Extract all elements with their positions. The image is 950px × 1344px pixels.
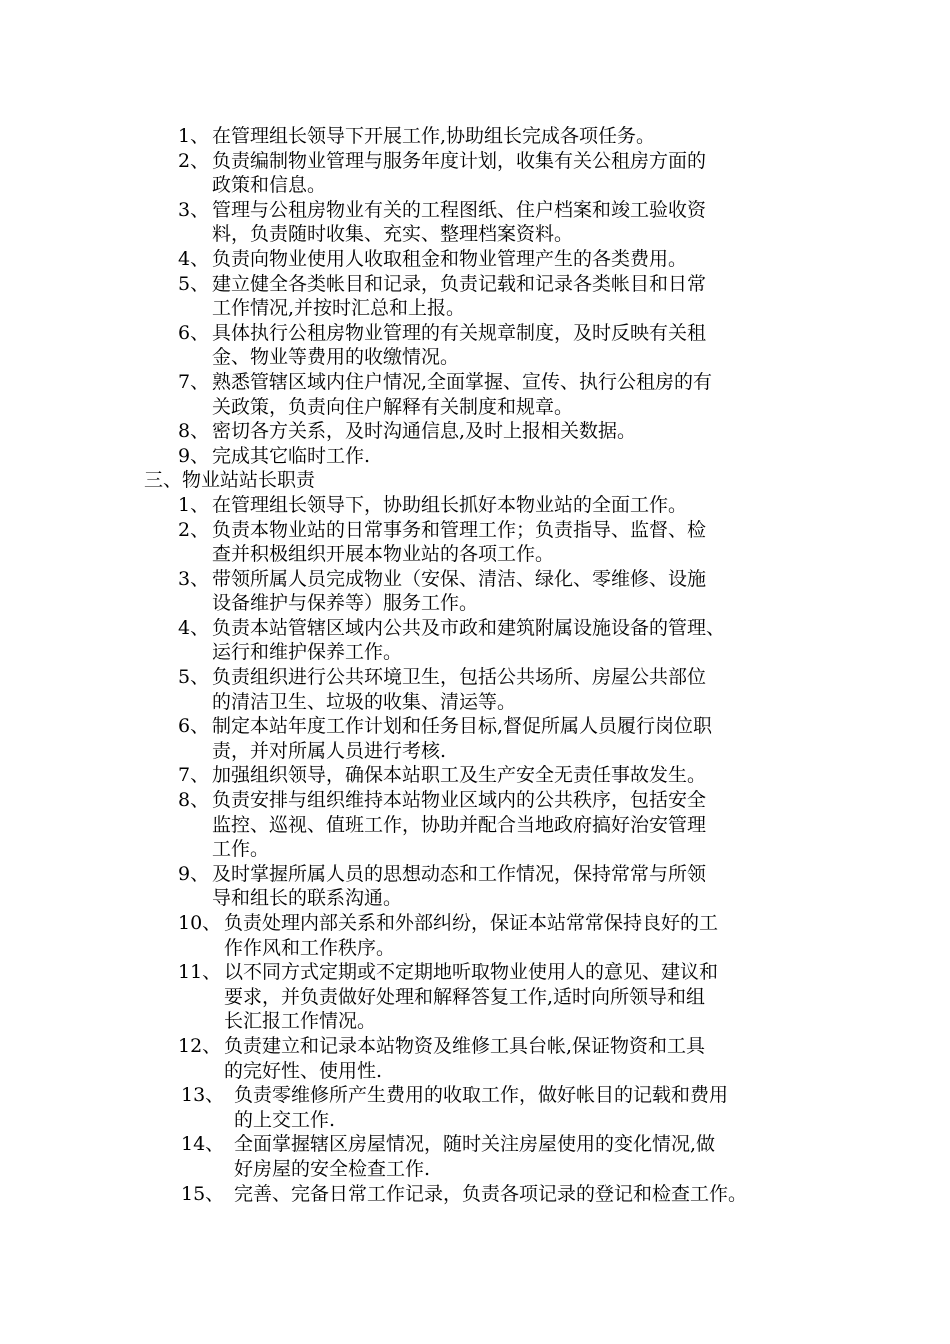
- list-item-line: 管理与公租房物业有关的工程图纸、住户档案和竣工验收资: [212, 198, 707, 221]
- list-item-text: [0, 247, 950, 272]
- list-item-number: 10、: [178, 912, 222, 934]
- list-item: [0, 1034, 950, 1083]
- list-item: [0, 247, 950, 272]
- list-item-line: 全面掌握辖区房屋情况，随时关注房屋使用的变化情况,做: [234, 1133, 716, 1156]
- list-item: [0, 321, 950, 370]
- list-item-line: 工作。: [212, 838, 270, 861]
- list-item-line: 带领所属人员完成物业（安保、清洁、绿化、零维修、设施: [212, 567, 707, 590]
- list-item-number: 4、: [178, 616, 210, 639]
- list-item-line: 好房屋的安全检查工作.: [234, 1157, 431, 1180]
- list-item-line: 导和组长的联系沟通。: [212, 887, 403, 910]
- list-item-number: 8、: [178, 420, 210, 443]
- list-item: [0, 444, 950, 469]
- list-item-number: 6、: [178, 715, 210, 738]
- list-item-text: [0, 567, 950, 616]
- list-item-line: 完善、完备日常工作记录，负责各项记录的登记和检查工作。: [234, 1182, 748, 1205]
- list-item-line: 作作风和工作秩序。: [224, 936, 396, 959]
- list-item: [0, 960, 950, 1034]
- list-item-text: [0, 149, 950, 198]
- list-item: [0, 370, 950, 419]
- list-item-line: 查并积极组织开展本物业站的各项工作。: [212, 543, 555, 566]
- list-item: [0, 493, 950, 518]
- list-item-line: 负责安排与组织维持本站物业区域内的公共秩序，包括安全: [212, 789, 707, 812]
- list-item-number: 2、: [178, 518, 210, 541]
- list-item-line: 料，负责随时收集、充实、整理档案资料。: [212, 223, 574, 246]
- list-item-text: [0, 665, 950, 714]
- list-item: [0, 419, 950, 444]
- list-item-number: 9、: [178, 444, 210, 467]
- list-item-text: [0, 714, 950, 763]
- list-item-line: 完成其它临时工作.: [212, 444, 371, 467]
- list-item-line: 负责零维修所产生费用的收取工作，做好帐目的记载和费用: [234, 1084, 729, 1107]
- list-item-number: 4、: [178, 247, 210, 270]
- list-item-line: 加强组织领导，确保本站职工及生产安全无责任事故发生。: [212, 764, 707, 787]
- section-3-heading: 三、物业站站长职责: [144, 469, 316, 492]
- list-item-line: 长汇报工作情况。: [224, 1010, 377, 1033]
- list-item: [0, 198, 950, 247]
- list-item-text: [0, 321, 950, 370]
- list-item-number: 13、: [181, 1084, 225, 1107]
- list-item-line: 的完好性、使用性.: [224, 1059, 383, 1082]
- list-item-text: [0, 272, 950, 321]
- list-item: [0, 714, 950, 763]
- list-item-number: 9、: [178, 862, 210, 885]
- list-item: [0, 272, 950, 321]
- list-item-text: [0, 444, 950, 469]
- list-item-line: 政策和信息。: [212, 174, 327, 197]
- list-item-text: [0, 493, 950, 518]
- list-item-text: [0, 198, 950, 247]
- list-item-number: 3、: [178, 198, 210, 221]
- list-item: [0, 763, 950, 788]
- list-item-text: [0, 518, 950, 567]
- list-item: [0, 1132, 950, 1181]
- list-item-line: 负责向物业使用人收取租金和物业管理产生的各类费用。: [212, 247, 688, 270]
- list-item: [0, 616, 950, 665]
- list-item-line: 建立健全各类帐目和记录，负责记载和记录各类帐目和日常: [212, 272, 707, 295]
- list-item-line: 熟悉管辖区域内住户情况,全面掌握、宣传、执行公租房的有: [212, 370, 713, 393]
- list-item-line: 负责本站管辖区域内公共及市政和建筑附属设施设备的管理、: [212, 616, 726, 639]
- list-item-number: 5、: [178, 666, 210, 689]
- section-2-list: [0, 124, 950, 468]
- list-item-number: 12、: [178, 1034, 222, 1057]
- list-item-text: [0, 788, 950, 862]
- list-item-line: 负责处理内部关系和外部纠纷，保证本站常常保持良好的工: [224, 912, 719, 934]
- list-item-number: 15、: [181, 1182, 225, 1205]
- list-item-line: 负责本物业站的日常事务和管理工作；负责指导、监督、检: [212, 518, 707, 541]
- list-item-text: [0, 1182, 950, 1207]
- list-item-number: 2、: [178, 149, 210, 172]
- list-item-line: 监控、巡视、值班工作，协助并配合当地政府搞好治安管理: [212, 813, 707, 836]
- list-item-line: 及时掌握所属人员的思想动态和工作情况，保持常常与所领: [212, 862, 707, 885]
- list-item-text: [0, 960, 950, 1034]
- list-item-line: 负责编制物业管理与服务年度计划，收集有关公租房方面的: [212, 149, 707, 172]
- list-item-line: 制定本站年度工作计划和任务目标,督促所属人员履行岗位职: [212, 715, 713, 738]
- list-item-line: 要求，并负责做好处理和解释答复工作,适时向所领导和组: [224, 985, 706, 1008]
- document-content: [0, 124, 950, 1206]
- list-item-text: [0, 124, 950, 149]
- section-3-list: [0, 493, 950, 1206]
- list-item-line: 负责建立和记录本站物资及维修工具台帐,保证物资和工具: [224, 1034, 706, 1057]
- list-item: [0, 124, 950, 149]
- list-item: [0, 149, 950, 198]
- list-item-line: 关政策，负责向住户解释有关制度和规章。: [212, 395, 574, 418]
- list-item-text: [0, 419, 950, 444]
- list-item-line: 在管理组长领导下，协助组长抓好本物业站的全面工作。: [212, 493, 688, 516]
- list-item-text: [0, 911, 950, 960]
- list-item-number: 1、: [178, 125, 210, 147]
- list-item-line: 具体执行公租房物业管理的有关规章制度，及时反映有关租: [212, 321, 707, 344]
- list-item-line: 的上交工作.: [234, 1108, 336, 1131]
- list-item-text: [0, 1132, 950, 1181]
- list-item: [0, 911, 950, 960]
- list-item-text: [0, 1083, 950, 1132]
- list-item-line: 在管理组长领导下开展工作,协助组长完成各项任务。: [212, 125, 656, 147]
- list-item-number: 5、: [178, 272, 210, 295]
- list-item-number: 8、: [178, 789, 210, 812]
- list-item: [0, 567, 950, 616]
- list-item-number: 1、: [178, 493, 210, 516]
- list-item-number: 7、: [178, 764, 210, 787]
- list-item-line: 运行和维护保养工作。: [212, 641, 403, 664]
- list-item-line: 的清洁卫生、垃圾的收集、清运等。: [212, 690, 517, 713]
- list-item-line: 责，并对所属人员进行考核.: [212, 739, 447, 762]
- list-item-line: 负责组织进行公共环境卫生，包括公共场所、房屋公共部位: [212, 666, 707, 689]
- list-item: [0, 665, 950, 714]
- list-item-text: [0, 370, 950, 419]
- list-item-line: 设备维护与保养等）服务工作。: [212, 592, 479, 615]
- list-item-text: [0, 763, 950, 788]
- list-item-line: 以不同方式定期或不定期地听取物业使用人的意见、建议和: [224, 961, 719, 984]
- list-item-number: 6、: [178, 321, 210, 344]
- list-item-number: 11、: [178, 961, 222, 984]
- list-item-text: [0, 862, 950, 911]
- list-item: [0, 1083, 950, 1132]
- list-item-line: 工作情况,并按时汇总和上报。: [212, 297, 466, 320]
- list-item: [0, 1182, 950, 1207]
- list-item: [0, 862, 950, 911]
- list-item: [0, 788, 950, 862]
- list-item-line: 密切各方关系，及时沟通信息,及时上报相关数据。: [212, 420, 637, 443]
- list-item-number: 3、: [178, 567, 210, 590]
- list-item-number: 7、: [178, 370, 210, 393]
- list-item-text: [0, 1034, 950, 1083]
- list-item-line: 金、物业等费用的收缴情况。: [212, 346, 460, 369]
- list-item-number: 14、: [181, 1133, 225, 1156]
- list-item-text: [0, 616, 950, 665]
- list-item: [0, 518, 950, 567]
